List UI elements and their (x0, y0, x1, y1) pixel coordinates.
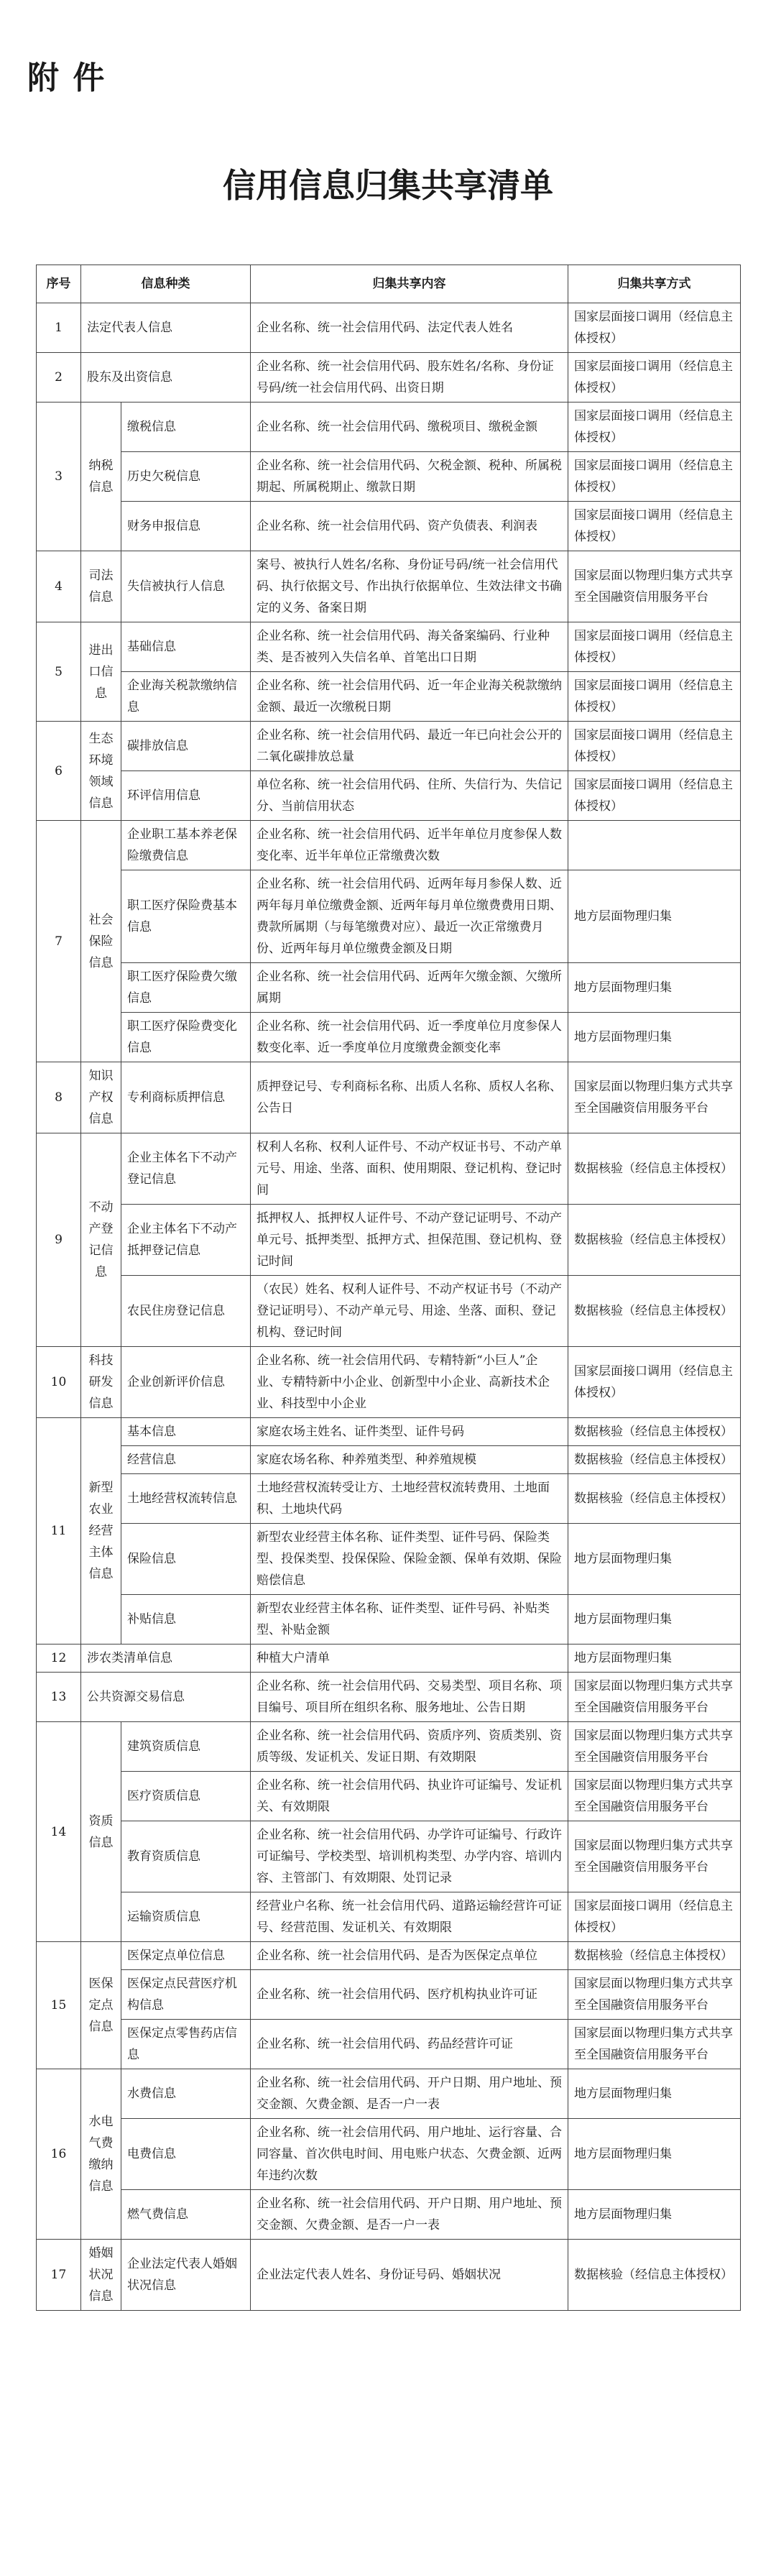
info-category: 股东及出资信息 (81, 353, 251, 402)
share-mode: 数据核验（经信息主体授权） (568, 1418, 741, 1446)
share-content: 企业名称、统一社会信用代码、缴税项目、缴税金额 (251, 402, 568, 452)
share-content: 经营业户名称、统一社会信用代码、道路运输经营许可证号、经营范围、发证机关、有效期限 (251, 1892, 568, 1942)
info-subcategory: 专利商标质押信息 (121, 1062, 251, 1133)
table-row (37, 1446, 741, 1474)
table-row (37, 353, 741, 402)
table-row (37, 1970, 741, 2020)
share-content: 权利人名称、权利人证件号、不动产权证书号、不动产单元号、用途、坐落、面积、使用期限、登记机构、登记时间 (251, 1133, 568, 1205)
share-content: 企业名称、统一社会信用代码、是否为医保定点单位 (251, 1942, 568, 1970)
share-mode: 地方层面物理归集 (568, 870, 741, 963)
table-row (37, 1474, 741, 1524)
share-content: 家庭农场主姓名、证件类型、证件号码 (251, 1418, 568, 1446)
share-content: 企业名称、统一社会信用代码、办学许可证编号、行政许可证编号、学校类型、培训机构类型、办学内容、培训内容、主管部门、有效期限、处罚记录 (251, 1821, 568, 1892)
table-body (37, 303, 741, 2311)
share-content: 企业法定代表人姓名、身份证号码、婚姻状况 (251, 2240, 568, 2311)
share-content: 企业名称、统一社会信用代码、欠税金额、税种、所属税期起、所属税期止、缴款日期 (251, 452, 568, 502)
info-subcategory: 企业法定代表人婚姻状况信息 (121, 2240, 251, 2311)
table-row (37, 2190, 741, 2240)
row-number: 5 (37, 622, 81, 722)
share-content: 企业名称、统一社会信用代码、资产负债表、利润表 (251, 502, 568, 551)
info-subcategory: 基础信息 (121, 622, 251, 672)
info-subcategory: 土地经营权流转信息 (121, 1474, 251, 1524)
info-subcategory: 企业主体名下不动产抵押登记信息 (121, 1205, 251, 1276)
share-mode: 地方层面物理归集 (568, 1013, 741, 1062)
table-row (37, 2069, 741, 2119)
info-subcategory: 职工医疗保险费基本信息 (121, 870, 251, 963)
table-row (37, 672, 741, 722)
table-row (37, 1013, 741, 1062)
info-category: 公共资源交易信息 (81, 1673, 251, 1722)
info-subcategory: 建筑资质信息 (121, 1722, 251, 1772)
row-number: 11 (37, 1418, 81, 1644)
info-category: 知识产权信息 (81, 1062, 121, 1133)
info-category: 医保定点信息 (81, 1942, 121, 2069)
share-content: （农民）姓名、权利人证件号、不动产权证书号（不动产登记证明号）、不动产单元号、用途、坐落、面积、登记机构、登记时间 (251, 1276, 568, 1347)
info-subcategory: 医保定点零售药店信息 (121, 2020, 251, 2069)
share-content: 新型农业经营主体名称、证件类型、证件号码、保险类型、投保类型、投保保险、保险金额、保单有效期、保险赔偿信息 (251, 1524, 568, 1595)
share-content: 抵押权人、抵押权人证件号、不动产登记证明号、不动产单元号、抵押类型、抵押方式、担保范围、登记机构、登记时间 (251, 1205, 568, 1276)
share-mode: 国家层面以物理归集方式共享至全国融资信用服务平台 (568, 1821, 741, 1892)
info-subcategory: 碳排放信息 (121, 722, 251, 771)
share-mode: 数据核验（经信息主体授权） (568, 1133, 741, 1205)
share-content: 土地经营权流转受让方、土地经营权流转费用、土地面积、土地块代码 (251, 1474, 568, 1524)
row-number: 7 (37, 821, 81, 1062)
share-mode: 数据核验（经信息主体授权） (568, 1446, 741, 1474)
share-content: 企业名称、统一社会信用代码、近两年每月参保人数、近两年每月单位缴费金额、近两年每月单位缴费费用日期、费款所属期（与每笔缴费对应）、最近一次正常缴费月份、近两年每月单位缴费金额及日期 (251, 870, 568, 963)
info-subcategory: 医保定点民营医疗机构信息 (121, 1970, 251, 2020)
table-row (37, 1821, 741, 1892)
table-row (37, 2020, 741, 2069)
table-row (37, 551, 741, 622)
share-content: 企业名称、统一社会信用代码、近两年欠缴金额、欠缴所属期 (251, 963, 568, 1013)
share-content: 企业名称、统一社会信用代码、海关备案编码、行业种类、是否被列入失信名单、首笔出口日期 (251, 622, 568, 672)
share-mode: 国家层面接口调用（经信息主体授权） (568, 1892, 741, 1942)
share-mode: 地方层面物理归集 (568, 2069, 741, 2119)
row-number: 12 (37, 1644, 81, 1673)
info-subcategory: 经营信息 (121, 1446, 251, 1474)
table-row (37, 303, 741, 353)
row-number: 1 (37, 303, 81, 353)
table-row (37, 1347, 741, 1418)
share-mode: 地方层面物理归集 (568, 2190, 741, 2240)
table-row (37, 771, 741, 821)
share-content: 企业名称、统一社会信用代码、近一季度单位月度参保人数变化率、近一季度单位月度缴费金额变化率 (251, 1013, 568, 1062)
info-category: 纳税信息 (81, 402, 121, 551)
info-subcategory: 企业职工基本养老保险缴费信息 (121, 821, 251, 870)
share-mode: 地方层面物理归集 (568, 1524, 741, 1595)
share-mode: 国家层面接口调用（经信息主体授权） (568, 672, 741, 722)
share-mode: 数据核验（经信息主体授权） (568, 2240, 741, 2311)
share-mode (568, 821, 741, 870)
table-row (37, 2240, 741, 2311)
info-subcategory: 医保定点单位信息 (121, 1942, 251, 1970)
share-content: 企业名称、统一社会信用代码、开户日期、用户地址、预交金额、欠费金额、是否一户一表 (251, 2069, 568, 2119)
share-content: 家庭农场名称、种养殖类型、种养殖规模 (251, 1446, 568, 1474)
row-number: 2 (37, 353, 81, 402)
info-subcategory: 教育资质信息 (121, 1821, 251, 1892)
row-number: 6 (37, 722, 81, 821)
share-content: 企业名称、统一社会信用代码、近半年单位月度参保人数变化率、近半年单位正常缴费次数 (251, 821, 568, 870)
share-content: 企业名称、统一社会信用代码、近一年企业海关税款缴纳金额、最近一次缴税日期 (251, 672, 568, 722)
annex-label: 附 件 (27, 60, 106, 96)
share-mode: 国家层面以物理归集方式共享至全国融资信用服务平台 (568, 1772, 741, 1821)
info-subcategory: 农民住房登记信息 (121, 1276, 251, 1347)
row-number: 9 (37, 1133, 81, 1347)
share-mode: 国家层面以物理归集方式共享至全国融资信用服务平台 (568, 1970, 741, 2020)
row-number: 4 (37, 551, 81, 622)
table-row (37, 722, 741, 771)
info-category: 进出口信息 (81, 622, 121, 722)
info-category: 生态环境领域信息 (81, 722, 121, 821)
info-subcategory: 企业海关税款缴纳信息 (121, 672, 251, 722)
row-number: 3 (37, 402, 81, 551)
table-header-row (37, 265, 741, 303)
share-content: 企业名称、统一社会信用代码、用户地址、运行容量、合同容量、首次供电时间、用电账户状态、欠费金额、近两年违约次数 (251, 2119, 568, 2190)
info-category: 资质信息 (81, 1722, 121, 1942)
share-mode: 国家层面接口调用（经信息主体授权） (568, 722, 741, 771)
share-mode: 国家层面以物理归集方式共享至全国融资信用服务平台 (568, 551, 741, 622)
info-subcategory: 燃气费信息 (121, 2190, 251, 2240)
info-category: 水电气费缴纳信息 (81, 2069, 121, 2240)
share-mode: 数据核验（经信息主体授权） (568, 1474, 741, 1524)
info-subcategory: 医疗资质信息 (121, 1772, 251, 1821)
info-subcategory: 保险信息 (121, 1524, 251, 1595)
share-mode: 国家层面以物理归集方式共享至全国融资信用服务平台 (568, 1062, 741, 1133)
table-row (37, 1205, 741, 1276)
info-category: 科技研发信息 (81, 1347, 121, 1418)
info-category: 不动产登记信息 (81, 1133, 121, 1347)
header-content: 归集共享内容 (251, 265, 568, 303)
share-mode: 国家层面接口调用（经信息主体授权） (568, 1347, 741, 1418)
share-mode: 国家层面接口调用（经信息主体授权） (568, 303, 741, 353)
table-row (37, 821, 741, 870)
info-subcategory: 基本信息 (121, 1418, 251, 1446)
share-content: 企业名称、统一社会信用代码、专精特新“小巨人”企业、专精特新中小企业、创新型中小企业、高新技术企业、科技型中小企业 (251, 1347, 568, 1418)
share-content: 企业名称、统一社会信用代码、医疗机构执业许可证 (251, 1970, 568, 2020)
share-mode: 数据核验（经信息主体授权） (568, 1942, 741, 1970)
share-mode: 数据核验（经信息主体授权） (568, 1205, 741, 1276)
info-subcategory: 职工医疗保险费欠缴信息 (121, 963, 251, 1013)
share-mode: 国家层面以物理归集方式共享至全国融资信用服务平台 (568, 1722, 741, 1772)
table-row (37, 402, 741, 452)
info-subcategory: 企业主体名下不动产登记信息 (121, 1133, 251, 1205)
share-mode: 国家层面接口调用（经信息主体授权） (568, 353, 741, 402)
table-row (37, 1524, 741, 1595)
share-mode: 国家层面接口调用（经信息主体授权） (568, 771, 741, 821)
table-row (37, 1772, 741, 1821)
row-number: 14 (37, 1722, 81, 1942)
row-number: 16 (37, 2069, 81, 2240)
share-mode: 地方层面物理归集 (568, 963, 741, 1013)
share-mode: 国家层面接口调用（经信息主体授权） (568, 622, 741, 672)
table-row (37, 1133, 741, 1205)
share-mode: 数据核验（经信息主体授权） (568, 1276, 741, 1347)
table-row (37, 1722, 741, 1772)
row-number: 17 (37, 2240, 81, 2311)
info-subcategory: 电费信息 (121, 2119, 251, 2190)
info-subcategory: 环评信用信息 (121, 771, 251, 821)
info-category: 婚姻状况信息 (81, 2240, 121, 2311)
table-row (37, 1673, 741, 1722)
share-mode: 国家层面接口调用（经信息主体授权） (568, 502, 741, 551)
info-subcategory: 历史欠税信息 (121, 452, 251, 502)
info-subcategory: 补贴信息 (121, 1595, 251, 1644)
share-content: 企业名称、统一社会信用代码、开户日期、用户地址、预交金额、欠费金额、是否一户一表 (251, 2190, 568, 2240)
row-number: 15 (37, 1942, 81, 2069)
info-subcategory: 缴税信息 (121, 402, 251, 452)
share-mode: 国家层面接口调用（经信息主体授权） (568, 402, 741, 452)
info-subcategory: 职工医疗保险费变化信息 (121, 1013, 251, 1062)
credit-info-table (36, 264, 741, 2311)
info-subcategory: 失信被执行人信息 (121, 551, 251, 622)
info-category: 法定代表人信息 (81, 303, 251, 353)
share-mode: 国家层面以物理归集方式共享至全国融资信用服务平台 (568, 2020, 741, 2069)
table-row (37, 1062, 741, 1133)
share-content: 种植大户清单 (251, 1644, 568, 1673)
info-category: 司法信息 (81, 551, 121, 622)
info-subcategory: 水费信息 (121, 2069, 251, 2119)
share-mode: 国家层面以物理归集方式共享至全国融资信用服务平台 (568, 1673, 741, 1722)
table-row (37, 622, 741, 672)
table-row (37, 1418, 741, 1446)
table-row (37, 1595, 741, 1644)
share-content: 企业名称、统一社会信用代码、股东姓名/名称、身份证号码/统一社会信用代码、出资日期 (251, 353, 568, 402)
share-content: 企业名称、统一社会信用代码、药品经营许可证 (251, 2020, 568, 2069)
table-row (37, 1644, 741, 1673)
share-content: 企业名称、统一社会信用代码、执业许可证编号、发证机关、有效期限 (251, 1772, 568, 1821)
share-mode: 地方层面物理归集 (568, 2119, 741, 2190)
info-subcategory: 运输资质信息 (121, 1892, 251, 1942)
table-row (37, 502, 741, 551)
share-mode: 地方层面物理归集 (568, 1595, 741, 1644)
share-content: 企业名称、统一社会信用代码、最近一年已向社会公开的二氧化碳排放总量 (251, 722, 568, 771)
share-content: 企业名称、统一社会信用代码、交易类型、项目名称、项目编号、项目所在组织名称、服务地址、公告日期 (251, 1673, 568, 1722)
info-subcategory: 财务申报信息 (121, 502, 251, 551)
share-content: 新型农业经营主体名称、证件类型、证件号码、补贴类型、补贴金额 (251, 1595, 568, 1644)
share-mode: 国家层面接口调用（经信息主体授权） (568, 452, 741, 502)
share-content: 企业名称、统一社会信用代码、法定代表人姓名 (251, 303, 568, 353)
header-no: 序号 (37, 265, 81, 303)
table-row (37, 870, 741, 963)
table-row (37, 452, 741, 502)
header-type: 信息种类 (81, 265, 251, 303)
table-row (37, 1942, 741, 1970)
info-category: 涉农类清单信息 (81, 1644, 251, 1673)
table-row (37, 2119, 741, 2190)
row-number: 8 (37, 1062, 81, 1133)
info-category: 社会保险信息 (81, 821, 121, 1062)
share-content: 企业名称、统一社会信用代码、资质序列、资质类别、资质等级、发证机关、发证日期、有效期限 (251, 1722, 568, 1772)
row-number: 10 (37, 1347, 81, 1418)
share-content: 单位名称、统一社会信用代码、住所、失信行为、失信记分、当前信用状态 (251, 771, 568, 821)
row-number: 13 (37, 1673, 81, 1722)
table-row (37, 1892, 741, 1942)
table-row (37, 963, 741, 1013)
info-category: 新型农业经营主体信息 (81, 1418, 121, 1644)
share-content: 质押登记号、专利商标名称、出质人名称、质权人名称、公告日 (251, 1062, 568, 1133)
table-row (37, 1276, 741, 1347)
header-mode: 归集共享方式 (568, 265, 741, 303)
share-mode: 地方层面物理归集 (568, 1644, 741, 1673)
document-title: 信用信息归集共享清单 (223, 166, 553, 205)
info-subcategory: 企业创新评价信息 (121, 1347, 251, 1418)
share-content: 案号、被执行人姓名/名称、身份证号码/统一社会信用代码、执行依据文号、作出执行依据单位、生效法律文书确定的义务、备案日期 (251, 551, 568, 622)
